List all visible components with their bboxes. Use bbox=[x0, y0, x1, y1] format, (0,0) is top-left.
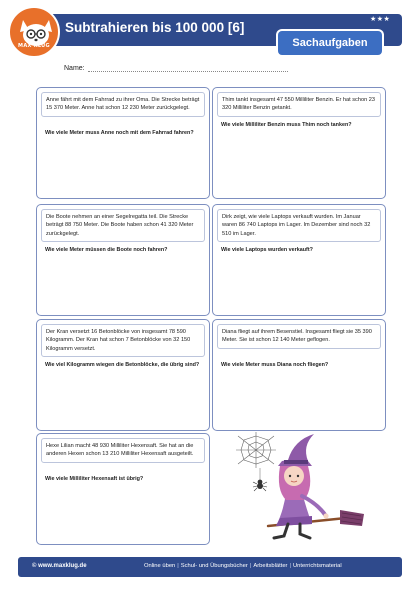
task-card-1 bbox=[36, 87, 210, 199]
task-question: Wie viel Kilogramm wiegen die Betonblöcke, die übrig sind? bbox=[45, 362, 200, 368]
task-story: Diana fliegt auf ihrem Besenstiel. Insgesamt fliegt sie 35 390 Meter. Sie ist schon 12 140 Meter geflogen. bbox=[217, 324, 381, 349]
task-card-7 bbox=[36, 433, 210, 545]
footer-separator: | bbox=[289, 563, 291, 569]
task-question: Wie viele Milliliter Benzin muss Thim noch tanken? bbox=[221, 122, 352, 128]
task-card-3 bbox=[36, 204, 210, 316]
task-story: Hexe Lilian macht 48 930 Milliliter Hexensaft. Sie hat an die anderen Hexen schon 13 210 Milliliter Hexensaft ausgeteilt. bbox=[41, 438, 205, 463]
footer-separator: | bbox=[249, 563, 252, 569]
name-field[interactable] bbox=[64, 65, 288, 72]
task-question: Wie viele Meter muss Diana noch fliegen? bbox=[221, 362, 329, 368]
task-story: Thim tankt insgesamt 47 550 Milliliter Benzin. Er hat schon 23 320 Milliliter Benzin getankt. bbox=[217, 92, 381, 117]
name-line[interactable] bbox=[88, 71, 288, 72]
page-title: Subtrahieren bis 100 000 [6] bbox=[65, 20, 245, 35]
logo-text: MAX KLUG bbox=[18, 43, 50, 49]
task-story: Dirk zeigt, wie viele Laptops verkauft wurden. Im Januar waren 86 740 Laptops im Lager. Im Dezember sind noch 32 510 im Lager. bbox=[217, 209, 381, 242]
footer-link-buecher[interactable]: Schul- und Übungsbücher bbox=[180, 563, 248, 569]
task-question: Wie viele Meter müssen die Boote noch fahren? bbox=[45, 247, 168, 253]
task-card-5 bbox=[36, 319, 210, 431]
task-story: Anne fährt mit dem Fahrrad zu ihrer Oma. Die Strecke beträgt 15 370 Meter. Anne hat schon 12 230 Meter zurückgelegt. bbox=[41, 92, 205, 117]
task-question: Wie viele Milliliter Hexensaft ist übrig? bbox=[45, 476, 144, 482]
footer-link-unterrichtsmaterial[interactable]: Unterrichtsmaterial bbox=[293, 563, 342, 569]
task-question: Wie viele Meter muss Anne noch mit dem Fahrrad fahren? bbox=[45, 130, 194, 136]
footer-link-online-ueben[interactable]: Online üben bbox=[144, 563, 176, 569]
footer-separator: | bbox=[177, 563, 179, 569]
witch-illustration bbox=[228, 430, 368, 550]
difficulty-stars: ★★★ bbox=[370, 16, 391, 23]
footer-bar bbox=[18, 557, 402, 577]
footer-links bbox=[144, 563, 342, 569]
task-question: Wie viele Laptops wurden verkauft? bbox=[221, 247, 313, 253]
footer-link-arbeitsblaetter[interactable]: Arbeitsblätter bbox=[253, 563, 288, 569]
spider-icon bbox=[253, 468, 267, 491]
name-label: Name: bbox=[64, 65, 85, 72]
task-card-2 bbox=[212, 87, 386, 199]
task-card-4 bbox=[212, 204, 386, 316]
fox-mascot-icon bbox=[10, 8, 60, 58]
task-story: Der Kran versetzt 16 Betonblöcke von insgesamt 78 590 Kilogramm. Der Kran hat schon 7 Betonblöcke von 32 150 Kilogramm versetzt. bbox=[41, 324, 205, 357]
task-card-6 bbox=[212, 319, 386, 431]
maxklug-logo bbox=[8, 6, 60, 58]
spider-web-icon bbox=[236, 432, 276, 468]
task-story: Die Boote nehmen an einer Segelregatta teil. Die Strecke beträgt 88 750 Meter. Die Boote haben schon 41 320 Meter zurückgelegt. bbox=[41, 209, 205, 242]
footer-website[interactable]: © www.maxklug.de bbox=[32, 563, 87, 569]
category-badge: Sachaufgaben bbox=[278, 31, 382, 55]
